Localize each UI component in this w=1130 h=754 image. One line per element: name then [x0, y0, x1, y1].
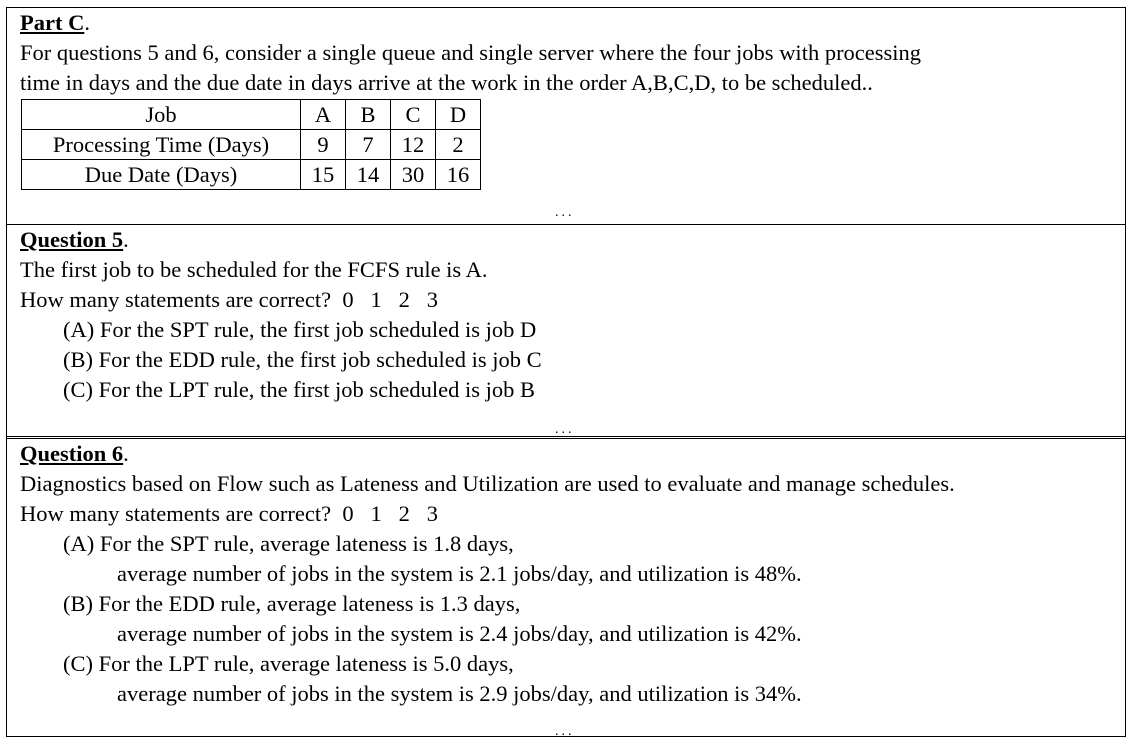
question-6-option-c: (C) For the LPT rule, average lateness is 5.0 days, — [63, 651, 514, 676]
question-5-option-a: (A) For the SPT rule, the first job scheduled is job D — [63, 317, 537, 342]
jobs-table — [21, 99, 481, 190]
jobs-table-header-a: A — [301, 100, 346, 130]
jobs-table-row-processing-time — [22, 130, 481, 160]
question-5-ellipsis: ... — [555, 422, 575, 437]
table-cell: Due Date (Days) — [22, 160, 301, 190]
jobs-table-header-c: C — [391, 100, 436, 130]
question-6-option-a-continuation: average number of jobs in the system is 2.1 jobs/day, and utilization is 48%. — [117, 561, 802, 586]
table-cell: 14 — [346, 160, 391, 190]
table-cell: 30 — [391, 160, 436, 190]
question-6-option-a: (A) For the SPT rule, average lateness is 1.8 days, — [63, 531, 514, 556]
table-cell: 12 — [391, 130, 436, 160]
part-c-heading: Part C — [20, 10, 85, 35]
part-c-intro-line-1: For questions 5 and 6, consider a single queue and single server where the four jobs with processing — [20, 40, 922, 65]
jobs-table-row-due-date — [22, 160, 481, 190]
question-6-option-b: (B) For the EDD rule, average lateness is 1.3 days, — [63, 591, 521, 616]
part-c-heading-period: . — [84, 10, 90, 35]
question-6-option-b-continuation: average number of jobs in the system is 2.4 jobs/day, and utilization is 42%. — [117, 621, 802, 646]
question-5-prompt: How many statements are correct? 0 1 2 3 — [20, 287, 438, 312]
question-6-line-1: Diagnostics based on Flow such as Lateness and Utilization are used to evaluate and manage schedules. — [20, 471, 955, 496]
question-6-heading-line — [20, 439, 1125, 469]
question-6-heading-period: . — [123, 441, 129, 466]
table-cell: 16 — [436, 160, 481, 190]
question-5-section — [7, 224, 1125, 436]
part-c-intro-line-2: time in days and the due date in days arrive at the work in the order A,B,C,D, to be scheduled.. — [20, 70, 873, 95]
table-cell: 2 — [436, 130, 481, 160]
part-c-heading-line — [20, 8, 1125, 38]
part-c-ellipsis: ... — [555, 205, 575, 220]
question-6-prompt: How many statements are correct? 0 1 2 3 — [20, 501, 438, 526]
jobs-table-header-row — [22, 100, 481, 130]
question-5-option-c: (C) For the LPT rule, the first job scheduled is job B — [63, 377, 536, 402]
jobs-table-header-job: Job — [22, 100, 301, 130]
question-5-heading: Question 5 — [20, 227, 124, 252]
question-6-heading: Question 6 — [20, 441, 124, 466]
table-cell: 9 — [301, 130, 346, 160]
document-frame — [6, 7, 1126, 737]
question-5-heading-line — [20, 225, 1125, 255]
table-cell: 15 — [301, 160, 346, 190]
table-cell: Processing Time (Days) — [22, 130, 301, 160]
question-5-heading-period: . — [123, 227, 129, 252]
part-c-section — [7, 8, 1125, 224]
question-5-option-b: (B) For the EDD rule, the first job scheduled is job C — [63, 347, 542, 372]
table-cell: 7 — [346, 130, 391, 160]
question-6-section — [7, 436, 1125, 739]
question-6-ellipsis: ... — [555, 724, 575, 739]
question-6-option-c-continuation: average number of jobs in the system is 2.9 jobs/day, and utilization is 34%. — [117, 681, 802, 706]
jobs-table-header-b: B — [346, 100, 391, 130]
jobs-table-header-d: D — [436, 100, 481, 130]
question-5-line-1: The first job to be scheduled for the FCFS rule is A. — [20, 257, 488, 282]
